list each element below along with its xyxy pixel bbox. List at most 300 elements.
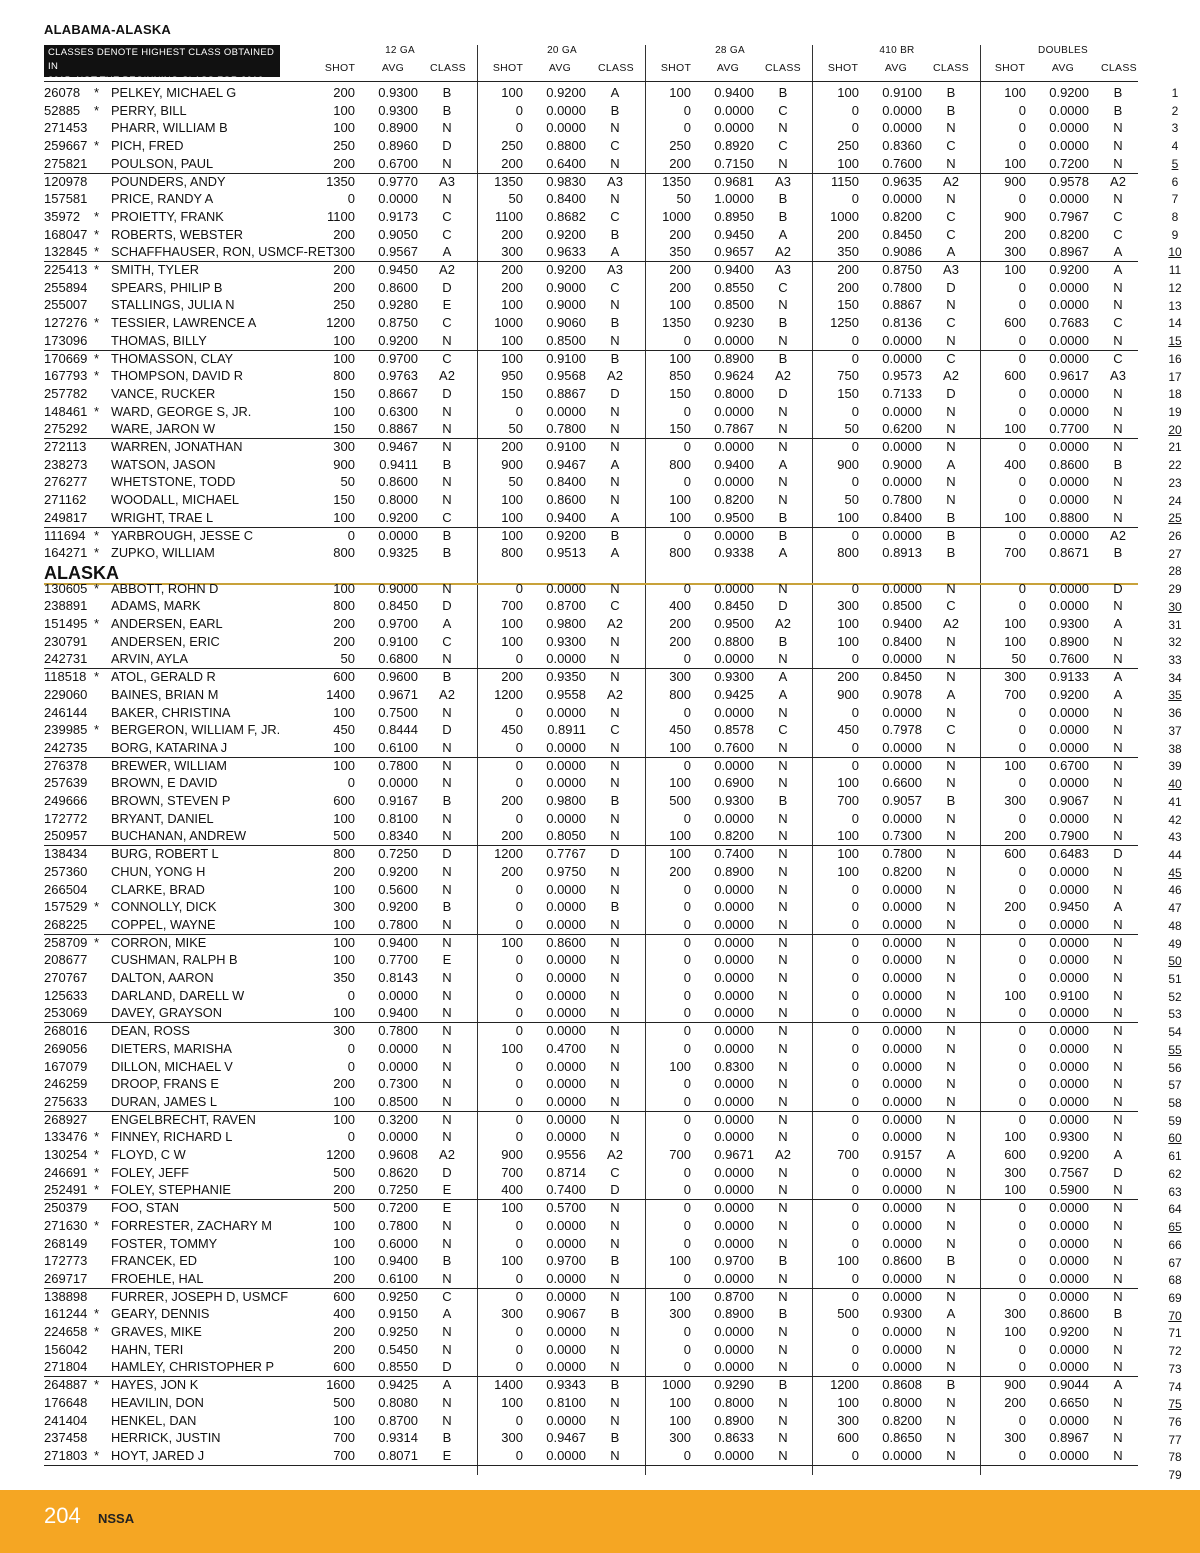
class-cell: N bbox=[1113, 881, 1123, 897]
life-member-mark: * bbox=[94, 616, 100, 631]
line-number: 79 bbox=[1168, 1468, 1182, 1483]
shooter-name: BURG, ROBERT L bbox=[111, 846, 219, 862]
class-cell: N bbox=[1113, 1040, 1123, 1056]
line-number: 61 bbox=[1168, 1149, 1182, 1164]
class-cell: N bbox=[610, 1023, 620, 1039]
shot-cell: 200 bbox=[333, 633, 355, 649]
member-id: 161244 bbox=[44, 1306, 88, 1322]
shot-cell: 0 bbox=[851, 1235, 859, 1251]
class-cell: N bbox=[946, 580, 956, 596]
shot-cell: 100 bbox=[837, 775, 859, 791]
group-header: 12 GA bbox=[385, 45, 415, 56]
shot-cell: 100 bbox=[1004, 85, 1026, 100]
shot-cell: 750 bbox=[837, 368, 859, 384]
line-number: 53 bbox=[1168, 1007, 1182, 1022]
class-cell: N bbox=[778, 1093, 788, 1109]
avg-cell: 0.0000 bbox=[882, 120, 922, 136]
avg-cell: 0.0000 bbox=[1049, 527, 1089, 543]
life-member-mark: * bbox=[94, 1306, 100, 1322]
avg-cell: 0.9425 bbox=[714, 686, 754, 702]
shooter-name: HAHN, TERI bbox=[111, 1341, 184, 1357]
avg-cell: 0.8450 bbox=[882, 226, 922, 242]
shot-cell: 100 bbox=[501, 1200, 523, 1216]
class-cell: N bbox=[946, 120, 956, 136]
shot-cell: 0 bbox=[851, 1341, 859, 1357]
class-cell: N bbox=[778, 899, 788, 915]
member-id: 246691 bbox=[44, 1164, 88, 1180]
avg-cell: 0.9200 bbox=[546, 262, 586, 277]
shot-cell: 200 bbox=[837, 226, 859, 242]
avg-cell: 0.9338 bbox=[714, 545, 754, 561]
table-row bbox=[0, 1146, 1200, 1164]
shot-cell: 50 bbox=[340, 651, 355, 667]
shot-cell: 100 bbox=[837, 1253, 859, 1269]
class-cell: N bbox=[610, 1270, 620, 1286]
class-cell: N bbox=[610, 1217, 620, 1233]
line-number: 56 bbox=[1168, 1060, 1182, 1075]
avg-cell: 0.9573 bbox=[882, 368, 922, 384]
class-cell: N bbox=[778, 580, 788, 596]
class-cell: N bbox=[1113, 987, 1123, 1003]
shot-cell: 200 bbox=[333, 1341, 355, 1357]
member-id: 246259 bbox=[44, 1076, 88, 1092]
class-cell: D bbox=[1113, 846, 1123, 862]
avg-cell: 0.8867 bbox=[378, 421, 418, 437]
line-number: 39 bbox=[1168, 759, 1182, 774]
class-cell: N bbox=[442, 739, 452, 755]
avg-cell: 0.7800 bbox=[882, 279, 922, 295]
avg-cell: 0.9100 bbox=[882, 85, 922, 100]
line-number: 51 bbox=[1168, 972, 1182, 986]
avg-cell: 0.0000 bbox=[1049, 1058, 1089, 1074]
shooter-name: FLOYD, C W bbox=[111, 1147, 186, 1162]
class-cell: B bbox=[610, 226, 620, 242]
class-cell: N bbox=[610, 828, 620, 844]
shot-cell: 100 bbox=[333, 120, 355, 136]
table-row bbox=[0, 1111, 1200, 1129]
class-cell: N bbox=[778, 1058, 788, 1074]
class-cell: N bbox=[442, 474, 452, 490]
class-cell: N bbox=[610, 155, 620, 171]
shooter-name: HAMLEY, CHRISTOPHER P bbox=[111, 1359, 275, 1375]
shot-cell: 0 bbox=[851, 332, 859, 348]
shot-cell: 0 bbox=[851, 810, 859, 826]
avg-cell: 0.8450 bbox=[714, 598, 754, 614]
line-number: 1 bbox=[1171, 86, 1179, 100]
table-row bbox=[0, 898, 1200, 916]
shot-cell: 0 bbox=[515, 403, 523, 419]
shot-cell: 300 bbox=[333, 899, 355, 915]
class-cell: N bbox=[442, 1324, 452, 1339]
shot-cell: 100 bbox=[333, 1412, 355, 1428]
class-cell: B bbox=[610, 793, 620, 808]
avg-cell: 0.5700 bbox=[546, 1200, 586, 1216]
avg-cell: 0.7800 bbox=[378, 1217, 418, 1233]
shot-cell: 600 bbox=[333, 1288, 355, 1304]
class-cell: N bbox=[610, 863, 620, 879]
avg-cell: 0.7250 bbox=[378, 1182, 418, 1198]
avg-cell: 0.9750 bbox=[546, 863, 586, 879]
class-cell: N bbox=[946, 474, 956, 490]
class-cell: N bbox=[778, 403, 788, 419]
class-cell: N bbox=[1113, 739, 1123, 755]
member-id: 268225 bbox=[44, 916, 88, 932]
shot-cell: 100 bbox=[1004, 262, 1026, 277]
shooter-name: DEAN, ROSS bbox=[111, 1023, 190, 1039]
class-cell: A bbox=[442, 1377, 452, 1393]
avg-cell: 0.0000 bbox=[714, 102, 754, 118]
class-cell: N bbox=[442, 1005, 452, 1021]
class-cell: C bbox=[1113, 226, 1123, 242]
class-note-line1: CLASSES DENOTE HIGHEST CLASS OBTAINED IN bbox=[48, 47, 275, 72]
member-id: 133476 bbox=[44, 1129, 88, 1145]
table-row bbox=[0, 137, 1200, 155]
avg-cell: 0.9450 bbox=[378, 262, 418, 277]
avg-cell: 0.8500 bbox=[546, 332, 586, 348]
shot-cell: 0 bbox=[1018, 403, 1026, 419]
class-cell: N bbox=[946, 899, 956, 915]
avg-cell: 0.0000 bbox=[1049, 332, 1089, 348]
table-row bbox=[0, 102, 1200, 120]
shot-cell: 0 bbox=[683, 1217, 691, 1233]
shot-cell: 0 bbox=[683, 1235, 691, 1251]
avg-cell: 0.9167 bbox=[378, 793, 418, 808]
avg-cell: 0.0000 bbox=[1049, 1341, 1089, 1357]
shot-cell: 0 bbox=[851, 1076, 859, 1092]
class-cell: A2 bbox=[943, 616, 959, 631]
shot-cell: 0 bbox=[851, 1005, 859, 1021]
avg-cell: 0.0000 bbox=[546, 1235, 586, 1251]
table-row bbox=[0, 757, 1200, 775]
avg-cell: 0.6000 bbox=[378, 1235, 418, 1251]
line-number: 70 bbox=[1168, 1308, 1182, 1323]
avg-cell: 0.9700 bbox=[378, 616, 418, 631]
avg-cell: 0.0000 bbox=[378, 987, 418, 1003]
shot-cell: 0 bbox=[515, 1324, 523, 1339]
shot-cell: 100 bbox=[837, 846, 859, 862]
class-cell: A bbox=[778, 669, 788, 685]
avg-cell: 0.0000 bbox=[1049, 1023, 1089, 1039]
avg-cell: 0.0000 bbox=[714, 899, 754, 915]
class-cell: D bbox=[442, 846, 452, 862]
shot-cell: 0 bbox=[515, 970, 523, 985]
avg-cell: 0.9400 bbox=[378, 934, 418, 950]
shooter-name: DROOP, FRANS E bbox=[111, 1076, 219, 1092]
class-cell: N bbox=[1113, 1412, 1123, 1428]
avg-cell: 0.0000 bbox=[546, 1359, 586, 1375]
shot-cell: 1000 bbox=[494, 315, 523, 331]
member-id: 237458 bbox=[44, 1430, 88, 1446]
avg-cell: 0.9200 bbox=[378, 899, 418, 915]
class-cell: A bbox=[946, 1147, 956, 1162]
line-number: 60 bbox=[1168, 1131, 1182, 1146]
class-cell: B bbox=[946, 527, 956, 543]
shot-cell: 300 bbox=[837, 1412, 859, 1428]
shot-cell: 0 bbox=[683, 651, 691, 667]
shot-cell: 100 bbox=[333, 580, 355, 596]
avg-cell: 0.9763 bbox=[378, 368, 418, 384]
avg-cell: 0.0000 bbox=[1049, 1217, 1089, 1233]
class-cell: A bbox=[778, 226, 788, 242]
shot-cell: 200 bbox=[333, 279, 355, 295]
member-id: 239985 bbox=[44, 722, 88, 738]
avg-cell: 0.9000 bbox=[546, 279, 586, 295]
class-cell: N bbox=[1113, 1253, 1123, 1269]
life-member-mark: * bbox=[94, 722, 100, 738]
class-cell: N bbox=[442, 881, 452, 897]
shot-cell: 0 bbox=[515, 1288, 523, 1304]
class-cell: D bbox=[442, 138, 452, 154]
shot-cell: 0 bbox=[851, 120, 859, 136]
table-row bbox=[0, 1040, 1200, 1058]
shot-cell: 250 bbox=[501, 138, 523, 154]
avg-cell: 0.8340 bbox=[378, 828, 418, 844]
shot-cell: 0 bbox=[515, 1270, 523, 1286]
class-cell: A2 bbox=[1110, 173, 1126, 189]
class-cell: N bbox=[946, 1288, 956, 1304]
shooter-name: THOMPSON, DAVID R bbox=[111, 368, 244, 384]
shot-cell: 0 bbox=[1018, 1253, 1026, 1269]
line-number: 72 bbox=[1168, 1344, 1182, 1359]
class-cell: N bbox=[1113, 1235, 1123, 1251]
class-cell: N bbox=[442, 757, 452, 773]
shot-cell: 800 bbox=[837, 545, 859, 561]
table-row bbox=[0, 686, 1200, 704]
shot-cell: 100 bbox=[1004, 616, 1026, 631]
member-id: 266504 bbox=[44, 881, 88, 897]
class-cell: N bbox=[778, 846, 788, 862]
line-number: 57 bbox=[1168, 1078, 1182, 1093]
shot-cell: 0 bbox=[515, 1359, 523, 1375]
shot-cell: 0 bbox=[1018, 350, 1026, 366]
avg-cell: 0.9830 bbox=[546, 173, 586, 189]
member-id: 276277 bbox=[44, 474, 88, 490]
class-cell: N bbox=[442, 916, 452, 932]
shot-cell: 200 bbox=[1004, 226, 1026, 242]
avg-cell: 0.0000 bbox=[882, 1111, 922, 1127]
member-id: 164271 bbox=[44, 545, 88, 561]
shooter-name: WARREN, JONATHAN bbox=[111, 439, 243, 454]
avg-cell: 0.0000 bbox=[882, 757, 922, 773]
class-cell: N bbox=[778, 120, 788, 136]
class-cell: C bbox=[946, 138, 956, 154]
avg-cell: 0.9467 bbox=[546, 456, 586, 472]
shot-cell: 450 bbox=[669, 722, 691, 738]
avg-cell: 0.8500 bbox=[714, 297, 754, 313]
class-cell: N bbox=[442, 191, 452, 207]
shooter-name: DILLON, MICHAEL V bbox=[111, 1058, 233, 1074]
member-id: 229060 bbox=[44, 686, 88, 702]
shot-cell: 50 bbox=[1011, 651, 1026, 667]
class-cell: D bbox=[1113, 1164, 1123, 1180]
class-cell: N bbox=[1113, 970, 1123, 985]
shot-cell: 0 bbox=[851, 916, 859, 932]
class-cell: A3 bbox=[607, 173, 623, 189]
class-cell: N bbox=[946, 934, 956, 950]
avg-cell: 0.0000 bbox=[378, 775, 418, 791]
table-row bbox=[0, 650, 1200, 668]
avg-cell: 0.9314 bbox=[378, 1430, 418, 1446]
shot-cell: 100 bbox=[333, 403, 355, 419]
line-number: 6 bbox=[1171, 174, 1179, 189]
avg-cell: 0.8600 bbox=[378, 474, 418, 490]
avg-cell: 0.0000 bbox=[714, 332, 754, 348]
member-id: 270767 bbox=[44, 970, 88, 985]
avg-cell: 0.0000 bbox=[1049, 1359, 1089, 1375]
class-cell: N bbox=[946, 155, 956, 171]
avg-cell: 0.9000 bbox=[378, 580, 418, 596]
class-cell: N bbox=[610, 1288, 620, 1304]
avg-cell: 0.0000 bbox=[546, 757, 586, 773]
shooter-name: PRICE, RANDY A bbox=[111, 191, 214, 207]
class-cell: C bbox=[610, 1164, 620, 1180]
member-id: 130254 bbox=[44, 1147, 88, 1162]
avg-cell: 0.9200 bbox=[1049, 262, 1089, 277]
table-row bbox=[0, 350, 1200, 368]
column-header: AVG bbox=[884, 62, 908, 74]
shooter-name: ANDERSEN, EARL bbox=[111, 616, 223, 631]
avg-cell: 0.0000 bbox=[882, 1324, 922, 1339]
class-cell: C bbox=[778, 279, 788, 295]
class-cell: N bbox=[946, 651, 956, 667]
avg-cell: 0.0000 bbox=[1049, 881, 1089, 897]
class-cell: B bbox=[778, 191, 788, 207]
line-number: 24 bbox=[1168, 493, 1182, 508]
class-cell: N bbox=[1113, 916, 1123, 932]
avg-cell: 0.8800 bbox=[714, 633, 754, 649]
shot-cell: 0 bbox=[1018, 279, 1026, 295]
shooter-name: ATOL, GERALD R bbox=[111, 669, 216, 685]
avg-cell: 0.0000 bbox=[1049, 138, 1089, 154]
table-row bbox=[0, 580, 1200, 598]
shooter-name: STALLINGS, JULIA N bbox=[111, 297, 235, 313]
avg-cell: 0.0000 bbox=[378, 1040, 418, 1056]
shot-cell: 0 bbox=[851, 350, 859, 366]
class-cell: N bbox=[442, 120, 452, 136]
shot-cell: 700 bbox=[1004, 545, 1026, 561]
member-id: 258709 bbox=[44, 934, 88, 950]
avg-cell: 0.7200 bbox=[1049, 155, 1089, 171]
avg-cell: 0.9050 bbox=[378, 226, 418, 242]
shot-cell: 0 bbox=[515, 580, 523, 596]
shot-cell: 300 bbox=[333, 439, 355, 454]
shot-cell: 200 bbox=[669, 616, 691, 631]
class-cell: N bbox=[610, 952, 620, 968]
avg-cell: 0.9300 bbox=[378, 85, 418, 100]
shot-cell: 0 bbox=[1018, 704, 1026, 720]
avg-cell: 0.7300 bbox=[378, 1076, 418, 1092]
shooter-name: BROWN, E DAVID bbox=[111, 775, 218, 791]
life-member-mark: * bbox=[94, 669, 100, 685]
member-id: 127276 bbox=[44, 315, 88, 331]
class-cell: N bbox=[610, 1200, 620, 1216]
class-cell: B bbox=[778, 85, 788, 100]
avg-cell: 0.8000 bbox=[714, 385, 754, 401]
avg-cell: 0.0000 bbox=[1049, 439, 1089, 454]
shot-cell: 0 bbox=[1018, 1341, 1026, 1357]
class-cell: N bbox=[610, 297, 620, 313]
shot-cell: 0 bbox=[851, 1058, 859, 1074]
avg-cell: 0.0000 bbox=[1049, 492, 1089, 508]
life-member-mark: * bbox=[94, 85, 100, 100]
shooter-name: BORG, KATARINA J bbox=[111, 739, 228, 755]
class-cell: C bbox=[442, 509, 452, 525]
shot-cell: 100 bbox=[501, 633, 523, 649]
class-cell: N bbox=[610, 1040, 620, 1056]
class-cell: N bbox=[946, 1235, 956, 1251]
line-number: 36 bbox=[1168, 706, 1182, 721]
avg-cell: 0.0000 bbox=[1049, 722, 1089, 738]
avg-cell: 0.0000 bbox=[882, 1164, 922, 1180]
class-cell: N bbox=[946, 739, 956, 755]
member-id: 241404 bbox=[44, 1412, 88, 1428]
line-number: 35 bbox=[1168, 688, 1182, 703]
class-cell: A bbox=[442, 616, 452, 631]
member-id: 257639 bbox=[44, 775, 88, 791]
class-cell: N bbox=[610, 1394, 620, 1410]
class-cell: B bbox=[778, 509, 788, 525]
member-id: 271630 bbox=[44, 1217, 88, 1233]
shot-cell: 0 bbox=[515, 775, 523, 791]
avg-cell: 0.0000 bbox=[882, 403, 922, 419]
avg-cell: 0.9800 bbox=[546, 616, 586, 631]
avg-cell: 0.8500 bbox=[378, 1093, 418, 1109]
class-cell: N bbox=[778, 1394, 788, 1410]
shot-cell: 100 bbox=[1004, 1129, 1026, 1145]
line-number: 71 bbox=[1168, 1326, 1182, 1341]
shot-cell: 0 bbox=[1018, 722, 1026, 738]
shot-cell: 100 bbox=[501, 85, 523, 100]
member-id: 156042 bbox=[44, 1341, 88, 1357]
shot-cell: 900 bbox=[501, 456, 523, 472]
avg-cell: 0.0000 bbox=[882, 1076, 922, 1092]
shot-cell: 0 bbox=[515, 899, 523, 915]
avg-cell: 0.9411 bbox=[379, 456, 418, 472]
shooter-name: BRYANT, DANIEL bbox=[111, 810, 214, 826]
shot-cell: 0 bbox=[851, 439, 859, 454]
avg-cell: 0.7700 bbox=[378, 952, 418, 968]
shooter-name: FRANCEK, ED bbox=[111, 1253, 198, 1269]
line-number: 52 bbox=[1168, 989, 1182, 1004]
table-row bbox=[0, 704, 1200, 722]
shooter-name: HERRICK, JUSTIN bbox=[111, 1430, 221, 1446]
class-cell: N bbox=[610, 421, 620, 437]
class-cell: A2 bbox=[439, 262, 455, 277]
member-id: 157581 bbox=[44, 191, 88, 207]
shot-cell: 100 bbox=[501, 616, 523, 631]
class-cell: N bbox=[610, 1005, 620, 1021]
avg-cell: 0.9086 bbox=[882, 244, 922, 260]
avg-cell: 0.8800 bbox=[1049, 509, 1089, 525]
line-number: 30 bbox=[1168, 599, 1182, 614]
avg-cell: 0.0000 bbox=[546, 916, 586, 932]
table-row bbox=[0, 969, 1200, 987]
table-row bbox=[0, 1323, 1200, 1341]
avg-cell: 0.0000 bbox=[1049, 1005, 1089, 1021]
avg-cell: 0.9400 bbox=[714, 85, 754, 100]
line-number: 74 bbox=[1168, 1379, 1182, 1394]
avg-cell: 0.0000 bbox=[1049, 970, 1089, 985]
shot-cell: 100 bbox=[1004, 509, 1026, 525]
class-cell: N bbox=[442, 1111, 452, 1127]
avg-cell: 0.8400 bbox=[546, 474, 586, 490]
class-cell: N bbox=[610, 1447, 620, 1463]
shot-cell: 0 bbox=[1018, 439, 1026, 454]
shot-cell: 100 bbox=[333, 916, 355, 932]
shot-cell: 350 bbox=[333, 970, 355, 985]
shot-cell: 0 bbox=[683, 580, 691, 596]
shot-cell: 0 bbox=[1018, 881, 1026, 897]
